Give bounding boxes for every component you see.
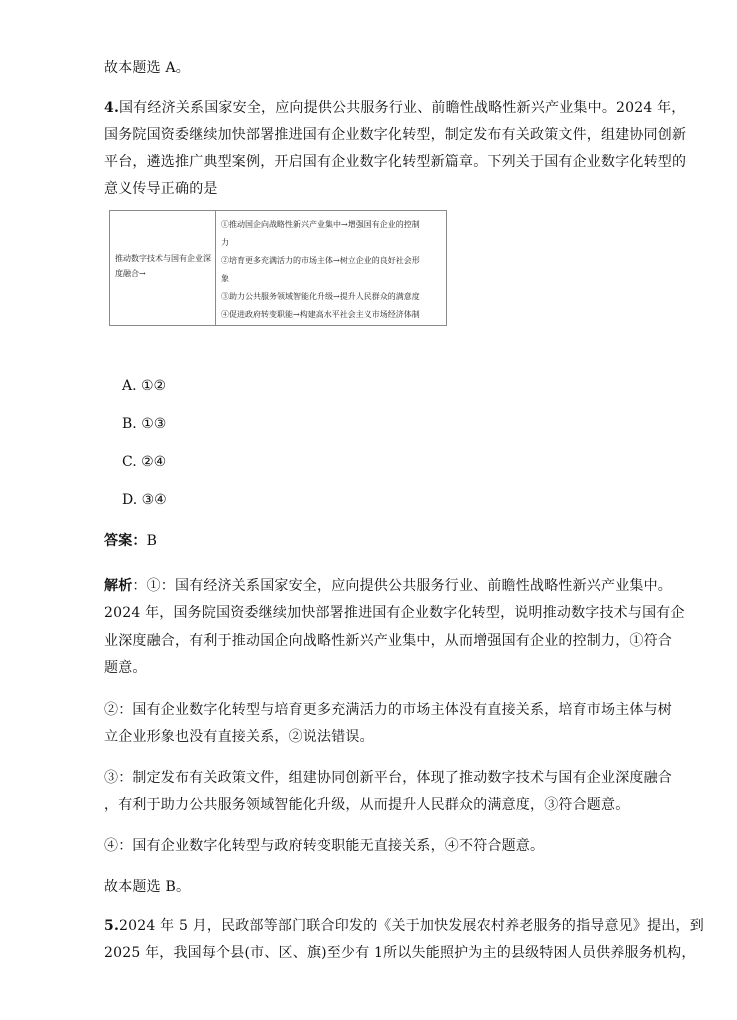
question-4-line-4: 意义传导正确的是 [104, 181, 218, 197]
analysis-item-2-line-2: 立企业形象也没有直接关系，②说法错误。 [104, 729, 374, 745]
analysis-label: 解析 [104, 578, 133, 594]
option-d[interactable]: D. ③④ [122, 492, 167, 508]
option-a[interactable]: A. ①② [122, 378, 167, 394]
analysis-line-2: 2024 年，国务院国资委继续加快部署推进国有企业数字化转型，说明推动数字技术与国有企 [104, 605, 685, 621]
analysis-conclusion: 故本题选 B。 [104, 879, 191, 895]
table-item-2: ②培育更多充满活力的市场主体→树立企业的良好社会形 [221, 256, 420, 265]
analysis-item-4: ④：国有企业数字化转型与政府转变职能无直接关系，④不符合题意。 [104, 838, 545, 854]
table-item-4: ④促进政府转变职能→构建高水平社会主义市场经济体制 [221, 310, 420, 319]
table-item-3: ③助力公共服务领域智能化升级→提升人民群众的满意度 [221, 292, 420, 301]
analysis-item-2-line-1: ②：国有企业数字化转型与培育更多充满活力的市场主体没有直接关系，培育市场主体与树 [104, 702, 672, 718]
transmission-table [109, 210, 447, 326]
question-4-number: 4. [104, 100, 120, 116]
question-5-text: 2024 年 5 月，民政部等部门联合印发的《关于加快发展农村养老服务的指导意见》提出，到 [119, 918, 704, 934]
table-left-cell [110, 211, 216, 325]
table-item-1: ①推动国企向战略性新兴产业集中→增强国有企业的控制 [221, 220, 420, 229]
option-c[interactable]: C. ②④ [122, 454, 167, 470]
question-5-line-2: 2025 年，我国每个县(市、区、旗)至少有 1所以失能照护为主的县级特困人员供养服务机构， [104, 945, 696, 961]
option-b[interactable]: B. ①③ [122, 416, 167, 432]
answer-separator: ： [132, 533, 147, 549]
table-item-1-cont: 力 [221, 238, 229, 247]
analysis-line-3: 业深度融合，有利于推动国企向战略性新兴产业集中，从而增强国有企业的控制力，①符合 [104, 633, 672, 649]
analysis-text-1: ：①：国有经济关系国家安全，应向提供公共服务行业、前瞻性战略性新兴产业集中。 [132, 578, 673, 594]
analysis-line-1 [104, 576, 672, 596]
analysis-line-4: 题意。 [104, 660, 147, 676]
analysis-item-3-line-1: ③：制定发布有关政策文件，组建协同创新平台，体现了推动数字技术与国有企业深度融合 [104, 770, 672, 786]
table-left-text: 推动数字技术与国有企业深度融合→ [115, 254, 211, 278]
table-item-2-cont: 象 [221, 274, 229, 283]
answer-line [104, 531, 157, 551]
question-4-line-1 [104, 98, 686, 118]
answer-value: B [146, 533, 158, 549]
question-5-number: 5. [104, 918, 120, 934]
analysis-item-3-line-2: ，有利于助力公共服务领域智能化升级，从而提升人民群众的满意度，③符合题意。 [104, 797, 630, 813]
question-4-text: 国有经济关系国家安全，应向提供公共服务行业、前瞻性战略性新兴产业集中。2024 年， [119, 100, 686, 116]
previous-conclusion: 故本题选 A。 [104, 60, 190, 76]
question-4-line-2: 国务院国资委继续加快部署推进国有企业数字化转型，制定发布有关政策文件，组建协同创新 [104, 127, 687, 143]
question-5-line-1 [104, 916, 704, 936]
question-4-line-3: 平台，遴选推广典型案例，开启国有企业数字化转型新篇章。下列关于国有企业数字化转型的 [104, 154, 687, 170]
table-right-cell [216, 211, 446, 325]
answer-label: 答案 [104, 533, 133, 549]
